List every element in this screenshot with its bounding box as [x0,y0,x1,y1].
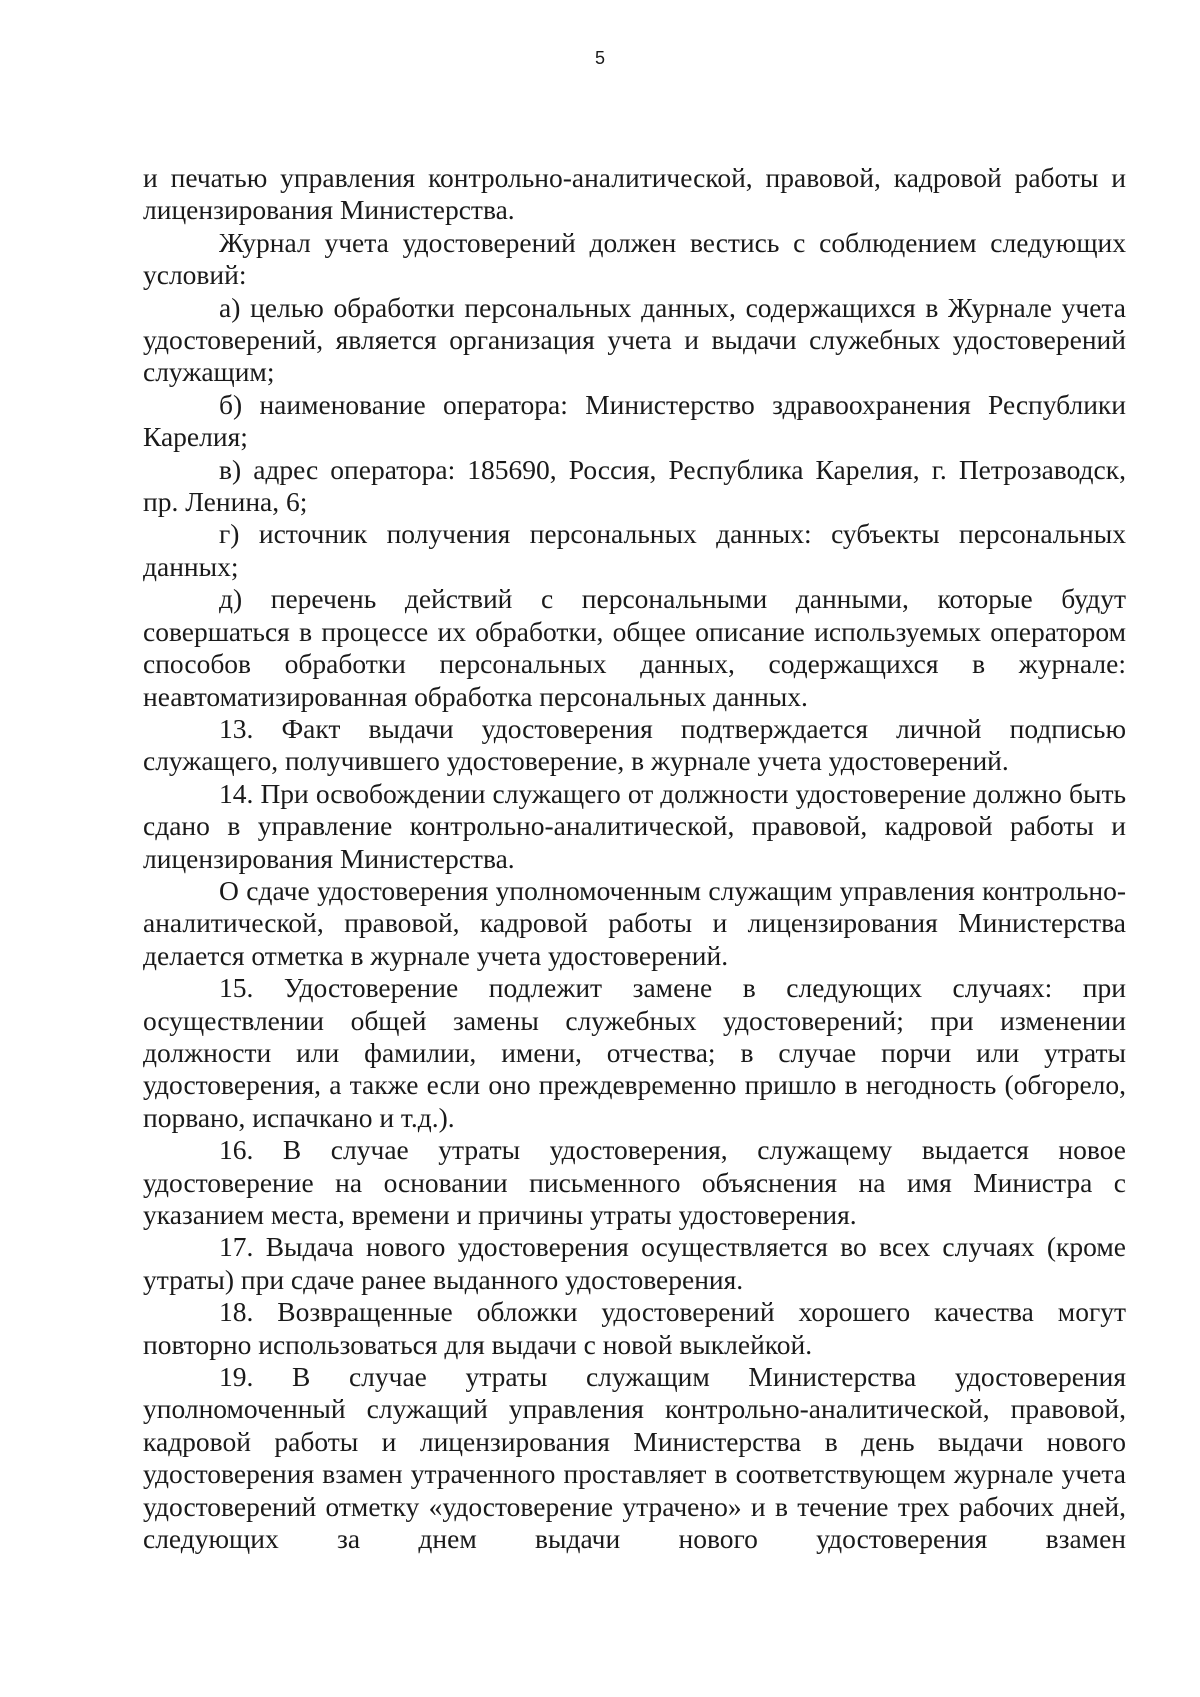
paragraph-item-d: д) перечень действий с персональными данными, которые будут совершаться в процессе их обработки, общее описание используемых оператором способов обработки персональных данных, содержащихся в журнале: неавтоматизированная обработка персональных данных. [143,583,1126,712]
paragraph-item-g: г) источник получения персональных данных: субъекты персональных данных; [143,518,1126,582]
paragraph-18: 18. Возвращенные обложки удостоверений хорошего качества могут повторно использоваться для выдачи с новой выклейкой. [143,1296,1126,1360]
paragraph-15: 15. Удостоверение подлежит замене в следующих случаях: при осуществлении общей замены служебных удостоверений; при изменении должности или фамилии, имени, отчества; в случае порчи или утраты удостоверения, а также если оно преждевременно пришло в негодность (обгорело, порвано, испачкано и т.д.). [143,972,1126,1133]
paragraph-19: 19. В случае утраты служащим Министерства удостоверения уполномоченный служащий управления контрольно-аналитической, правовой, кадровой работы и лицензирования Министерства в день выдачи нового удостоверения взамен утраченного проставляет в соответствующем журнале учета удостоверений отметку «удостоверение утрачено» и в течение трех рабочих дней, следующих за днем выдачи нового удостоверения взамен [143,1361,1126,1555]
paragraph-16: 16. В случае утраты удостоверения, служащему выдается новое удостоверение на основании письменного объяснения на имя Министра с указанием места, времени и причины утраты удостоверения. [143,1134,1126,1230]
paragraph-14-note: О сдаче удостоверения уполномоченным служащим управления контрольно-аналитической, правовой, кадровой работы и лицензирования Министерства делается отметка в журнале учета удостоверений. [143,874,1126,971]
paragraph-17: 17. Выдача нового удостоверения осуществляется во всех случаях (кроме утраты) при сдаче ранее выданного удостоверения. [143,1231,1126,1295]
document-body [143,162,1126,1555]
paragraph-item-b: б) наименование оператора: Министерство здравоохранения Республики Карелия; [143,388,1126,453]
page-number: 5 [594,48,605,68]
paragraph-journal-conditions: Журнал учета удостоверений должен вестись с соблюдением следующих условий: [143,226,1126,291]
paragraph-item-v: в) адрес оператора: 185690, Россия, Республика Карелия, г. Петрозаводск, пр. Ленина, 6; [143,453,1126,518]
paragraph-13: 13. Факт выдачи удостоверения подтверждается личной подписью служащего, получившего удостоверение, в журнале учета удостоверений. [143,712,1126,777]
paragraph-item-a: а) целью обработки персональных данных, содержащихся в Журнале учета удостоверений, является организация учета и выдачи служебных удостоверений служащим; [143,291,1126,388]
paragraph-14: 14. При освобождении служащего от должности удостоверение должно быть сдано в управление контрольно-аналитической, правовой, кадровой работы и лицензирования Министерства. [143,777,1126,874]
paragraph-continuation: и печатью управления контрольно-аналитической, правовой, кадровой работы и лицензирования Министерства. [143,162,1126,226]
